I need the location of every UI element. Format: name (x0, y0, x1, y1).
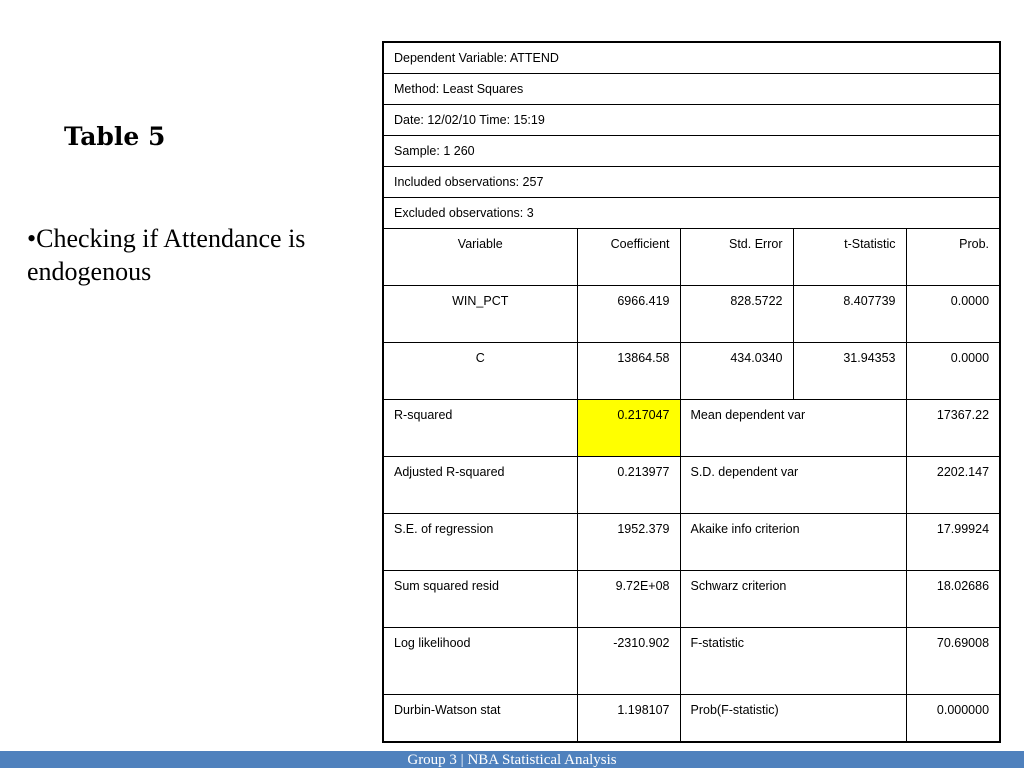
stat-value: 18.02686 (906, 571, 1000, 628)
stat-value: 2202.147 (906, 457, 1000, 514)
stat-value: -2310.902 (577, 628, 680, 695)
prob-cell: 0.0000 (906, 286, 1000, 343)
stats-row (383, 695, 1000, 743)
header-std-error: Std. Error (680, 229, 793, 286)
stats-row (383, 457, 1000, 514)
stat-label: Durbin-Watson stat (383, 695, 577, 743)
header-variable: Variable (383, 229, 577, 286)
footer-bar (0, 751, 1024, 768)
stat-label: Sum squared resid (383, 571, 577, 628)
regression-table (382, 41, 1001, 743)
stats-row (383, 628, 1000, 695)
stat-value: 1.198107 (577, 695, 680, 743)
stat-label: Mean dependent var (680, 400, 906, 457)
variable-cell: WIN_PCT (383, 286, 577, 343)
prob-cell: 0.0000 (906, 343, 1000, 400)
info-excluded-observations: Excluded observations: 3 (383, 198, 1000, 229)
info-date-time: Date: 12/02/10 Time: 15:19 (383, 105, 1000, 136)
stat-value: 9.72E+08 (577, 571, 680, 628)
stat-value: 1952.379 (577, 514, 680, 571)
table-header-row (383, 229, 1000, 286)
t-statistic-cell: 31.94353 (793, 343, 906, 400)
stat-label: F-statistic (680, 628, 906, 695)
info-included-observations: Included observations: 257 (383, 167, 1000, 198)
variable-cell: C (383, 343, 577, 400)
stat-value: 0.213977 (577, 457, 680, 514)
stat-value: 0.000000 (906, 695, 1000, 743)
bullet-text: •Checking if Attendance is endogenous (27, 224, 306, 286)
info-method: Method: Least Squares (383, 74, 1000, 105)
header-prob: Prob. (906, 229, 1000, 286)
table-row (383, 286, 1000, 343)
coefficient-cell: 13864.58 (577, 343, 680, 400)
info-sample: Sample: 1 260 (383, 136, 1000, 167)
stat-label: R-squared (383, 400, 577, 457)
info-dependent-variable: Dependent Variable: ATTEND (383, 42, 1000, 74)
stat-value-highlighted: 0.217047 (577, 400, 680, 457)
stat-label: S.E. of regression (383, 514, 577, 571)
stats-row (383, 571, 1000, 628)
stat-value: 17.99924 (906, 514, 1000, 571)
stat-label: Prob(F-statistic) (680, 695, 906, 743)
std-error-cell: 434.0340 (680, 343, 793, 400)
stat-value: 70.69008 (906, 628, 1000, 695)
stat-label: Adjusted R-squared (383, 457, 577, 514)
table-row (383, 343, 1000, 400)
footer-text: Group 3 | NBA Statistical Analysis (407, 752, 617, 768)
slide-title: Table 5 (64, 122, 166, 151)
header-t-statistic: t-Statistic (793, 229, 906, 286)
header-coefficient: Coefficient (577, 229, 680, 286)
stats-row (383, 400, 1000, 457)
stats-row (383, 514, 1000, 571)
stat-label: Schwarz criterion (680, 571, 906, 628)
stat-label: S.D. dependent var (680, 457, 906, 514)
t-statistic-cell: 8.407739 (793, 286, 906, 343)
std-error-cell: 828.5722 (680, 286, 793, 343)
stat-value: 17367.22 (906, 400, 1000, 457)
coefficient-cell: 6966.419 (577, 286, 680, 343)
stat-label: Log likelihood (383, 628, 577, 695)
stat-label: Akaike info criterion (680, 514, 906, 571)
